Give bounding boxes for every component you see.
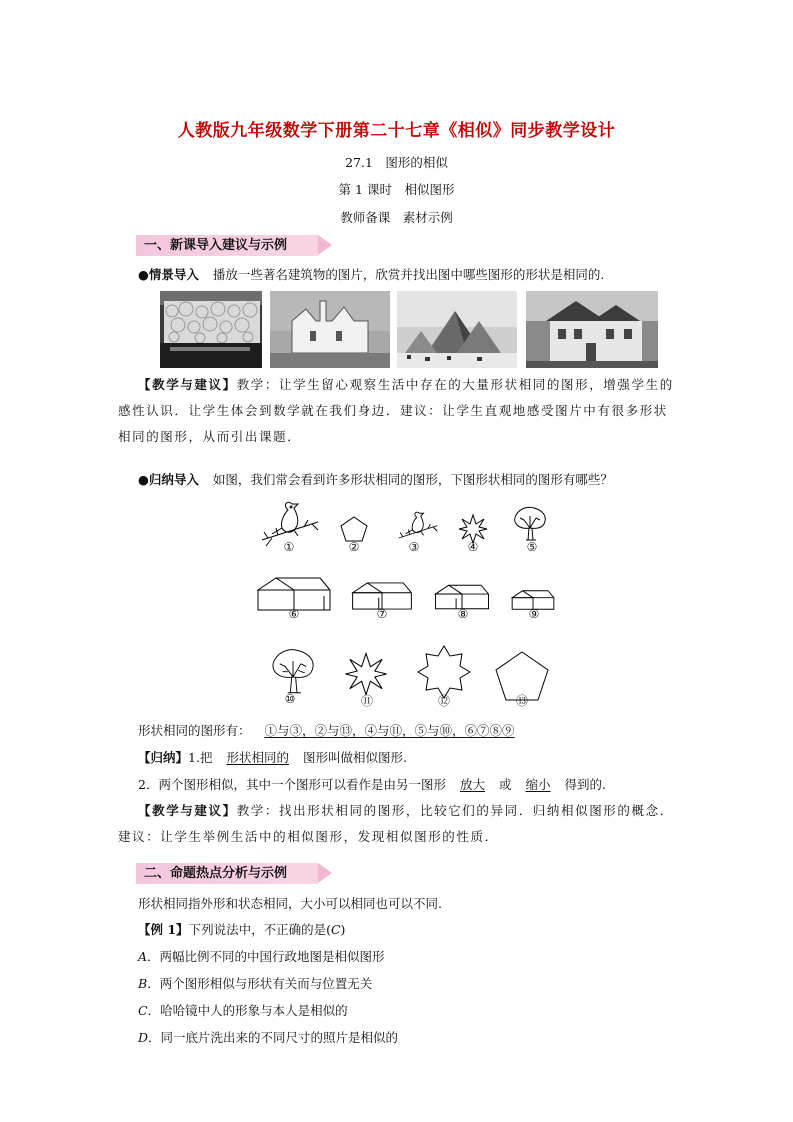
- photo-water-cube: [160, 291, 262, 368]
- photo-factory-building: [270, 291, 390, 368]
- photo-pyramids: [397, 291, 517, 368]
- star-figure-large: [344, 652, 388, 696]
- figure-label-7: ⑦: [376, 607, 388, 621]
- tree-figure-large: [262, 648, 324, 698]
- figure-label-6: ⑥: [288, 607, 300, 621]
- section-banner-2: 二、命题热点分析与示例: [136, 863, 318, 884]
- option-c-text: ．哈哈镜中人的形象与本人是相似的: [147, 1003, 348, 1018]
- summary-line-1: [138, 748, 407, 766]
- hot-topic-intro: 形状相同指外形和状态相同，大小可以相同也可以不同.: [138, 896, 442, 911]
- induction-intro: [138, 470, 613, 488]
- lesson-heading: 第 1 课时 相似图形: [338, 182, 455, 197]
- induction-intro-label: ●归纳导入: [138, 472, 199, 487]
- same-shape-blank: ①与③，②与⑬，④与⑪，⑤与⑩，⑥⑦⑧⑨: [264, 723, 515, 738]
- summary-blank-1: 形状相同的: [226, 750, 289, 765]
- figure-label-9: ⑨: [528, 607, 540, 621]
- summary-text-2mid: 或: [498, 777, 512, 792]
- advice-label-2: 【教学与建议】: [138, 803, 237, 818]
- option-b-text: ．两个图形相似与形状有关而与位置无关: [147, 976, 373, 991]
- figure-label-4: ④: [467, 540, 479, 554]
- material-heading: 教师备课 素材示例: [340, 210, 453, 225]
- photo-house: [526, 291, 658, 368]
- example-1-label: 【例 1】: [138, 922, 189, 937]
- tree-figure-small: [512, 506, 548, 544]
- example-1-stem: [138, 920, 345, 938]
- summary-blank-3: 缩小: [525, 777, 551, 792]
- option-a-key: A: [138, 949, 148, 964]
- figure-label-2: ②: [348, 540, 360, 554]
- summary-text-2a: 2．两个图形相似，其中一个图形可以看作是由另一图形: [138, 777, 446, 792]
- example-1-answer: C: [330, 922, 341, 937]
- figure-label-12: ⑫: [437, 694, 450, 708]
- same-shape-answer: [138, 721, 529, 739]
- option-a: [138, 947, 385, 965]
- advice-text-2: 教学：找出形状相同的图形，比较它们的异同．归纳相似图形的概念．建议：让学生举例生活中的相似图形，发现相似图形的性质．: [118, 803, 674, 844]
- option-d: [138, 1028, 398, 1046]
- section-banner-1: 一、新课导入建议与示例: [136, 235, 318, 256]
- figure-label-3: ③: [408, 540, 420, 554]
- same-shape-prefix: 形状相同的图形有：: [138, 723, 251, 738]
- figure-label-11: ⑪: [360, 694, 373, 708]
- summary-blank-2: 放大: [459, 777, 485, 792]
- bird-figure-small: [396, 510, 440, 544]
- summary-line-2: [138, 775, 606, 793]
- summary-text-1a: 1.把: [188, 750, 213, 765]
- option-b-key: B: [138, 976, 148, 991]
- option-d-key: D: [138, 1030, 149, 1045]
- example-1-close: ): [340, 922, 346, 937]
- option-c: [138, 1001, 348, 1019]
- pentagon-figure-small: [340, 516, 368, 542]
- scene-intro: [138, 265, 604, 283]
- option-a-text: ．两幅比例不同的中国行政地图是相似图形: [147, 949, 385, 964]
- teaching-advice-2: [118, 798, 678, 850]
- summary-label: 【归纳】: [138, 750, 189, 765]
- option-c-key: C: [138, 1003, 148, 1018]
- figure-label-5: ⑤: [526, 540, 538, 554]
- example-1-text: 下列说法中，不正确的是(: [188, 922, 331, 937]
- figure-label-8: ⑧: [457, 607, 469, 621]
- scene-intro-text: 播放一些著名建筑物的图片，欣赏并找出图中哪些图形的形状是相同的.: [212, 267, 605, 282]
- figure-label-10: ⑩: [284, 692, 296, 706]
- option-d-text: ．同一底片洗出来的不同尺寸的照片是相似的: [148, 1030, 399, 1045]
- induction-intro-text: 如图，我们常会看到许多形状相同的图形，下图形状相同的图形有哪些？: [212, 472, 613, 487]
- figure-label-13: ⑬: [515, 694, 528, 708]
- figure-label-1: ①: [283, 540, 295, 554]
- advice-text: 教学：让学生留心观察生活中存在的大量形状相同的图形，增强学生的感性认识．让学生体会到数学就在我们身边．建议：让学生直观地感受图片中有很多形状相同的图形，从而引出课题．: [118, 377, 674, 444]
- option-b: [138, 974, 372, 992]
- scene-intro-label: ●情景导入: [138, 267, 199, 282]
- document-title: 人教版九年级数学下册第二十七章《相似》同步教学设计: [177, 121, 616, 141]
- advice-label: 【教学与建议】: [138, 377, 237, 392]
- summary-text-2b: 得到的.: [564, 777, 606, 792]
- section-heading: 27.1 图形的相似: [345, 155, 448, 170]
- teaching-advice-1: [118, 372, 678, 450]
- summary-text-1b: 图形叫做相似图形.: [302, 750, 407, 765]
